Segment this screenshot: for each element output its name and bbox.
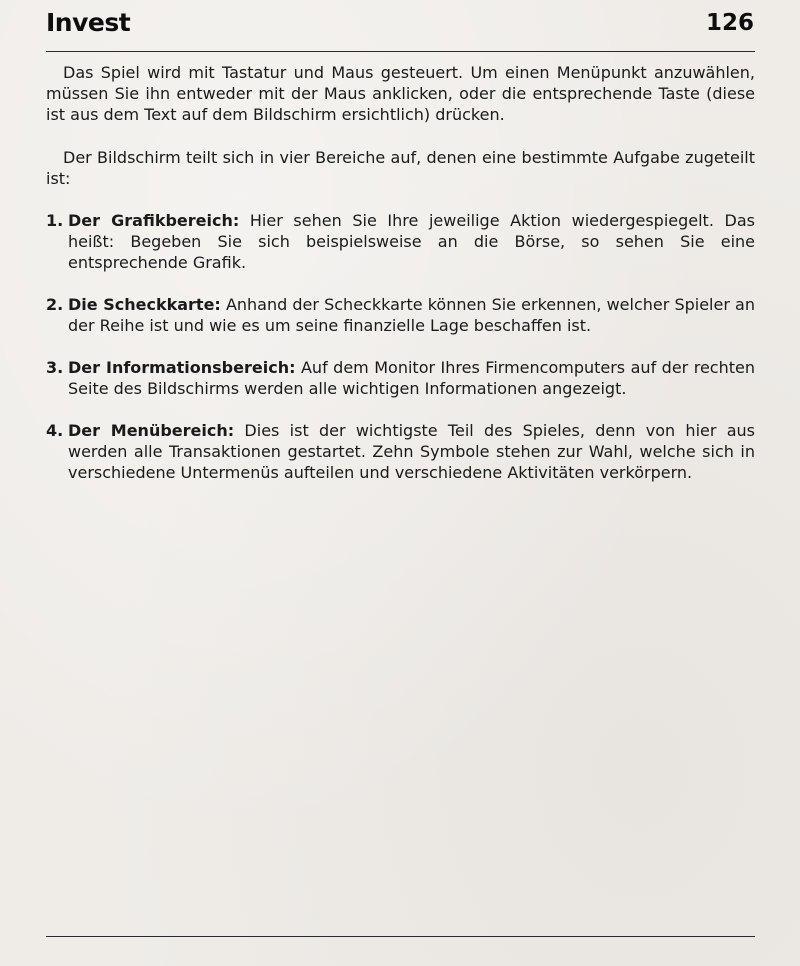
list-item-text: Anhand der Scheckkarte können Sie erkennen, welcher Spieler an der Reihe ist und wie es um seine finanzielle Lage beschaffen ist. (68, 295, 755, 335)
list-item-text: Hier sehen Sie Ihre jeweilige Aktion wiedergespiegelt. Das heißt: Begeben Sie sich beispielsweise an die Börse, so sehen Sie eine entsprechende Grafik. (68, 211, 755, 272)
footer-rule (46, 936, 755, 937)
list-item-menuebereich (46, 420, 755, 483)
list-item-informationsbereich (46, 357, 755, 399)
list-item-term: Die Scheckkarte: (68, 295, 221, 314)
list-item-number: 3. (46, 358, 64, 377)
section-list (46, 210, 755, 483)
intro-paragraph-2: Der Bildschirm teilt sich in vier Bereiche auf, denen eine bestimmte Aufgabe zugeteilt ist: (46, 148, 755, 188)
intro-paragraph-1: Das Spiel wird mit Tastatur und Maus gesteuert. Um einen Menüpunkt anzuwählen, müssen Sie ihn entweder mit der Maus anklicken, oder die entsprechende Taste (diese ist aus dem Text auf dem Bildschirm ersichtlich) drücken. (46, 63, 755, 124)
list-item-term: Der Grafikbereich: (68, 211, 240, 230)
page-title: Invest (46, 8, 131, 37)
list-item-term: Der Informationsbereich: (68, 358, 296, 377)
list-item-grafikbereich (46, 210, 755, 273)
header-rule (46, 51, 755, 52)
list-item-text: Dies ist der wichtigste Teil des Spieles, denn von hier aus werden alle Transaktionen gestartet. Zehn Symbole stehen zur Wahl, welche sich in verschiedene Untermenüs aufteilen und verschiedene Aktivitäten verkörpern. (68, 421, 756, 482)
page-number: 126 (705, 10, 754, 36)
list-item-number: 2. (46, 295, 64, 314)
list-item-term: Der Menübereich: (68, 421, 235, 440)
list-item-number: 4. (46, 421, 64, 440)
list-item-number: 1. (46, 211, 64, 230)
list-item-scheckkarte (46, 294, 755, 336)
list-item-text: Auf dem Monitor Ihres Firmencomputers auf der rechten Seite des Bildschirms werden alle wichtigen Informationen angezeigt. (68, 358, 756, 398)
body-text (46, 62, 755, 504)
